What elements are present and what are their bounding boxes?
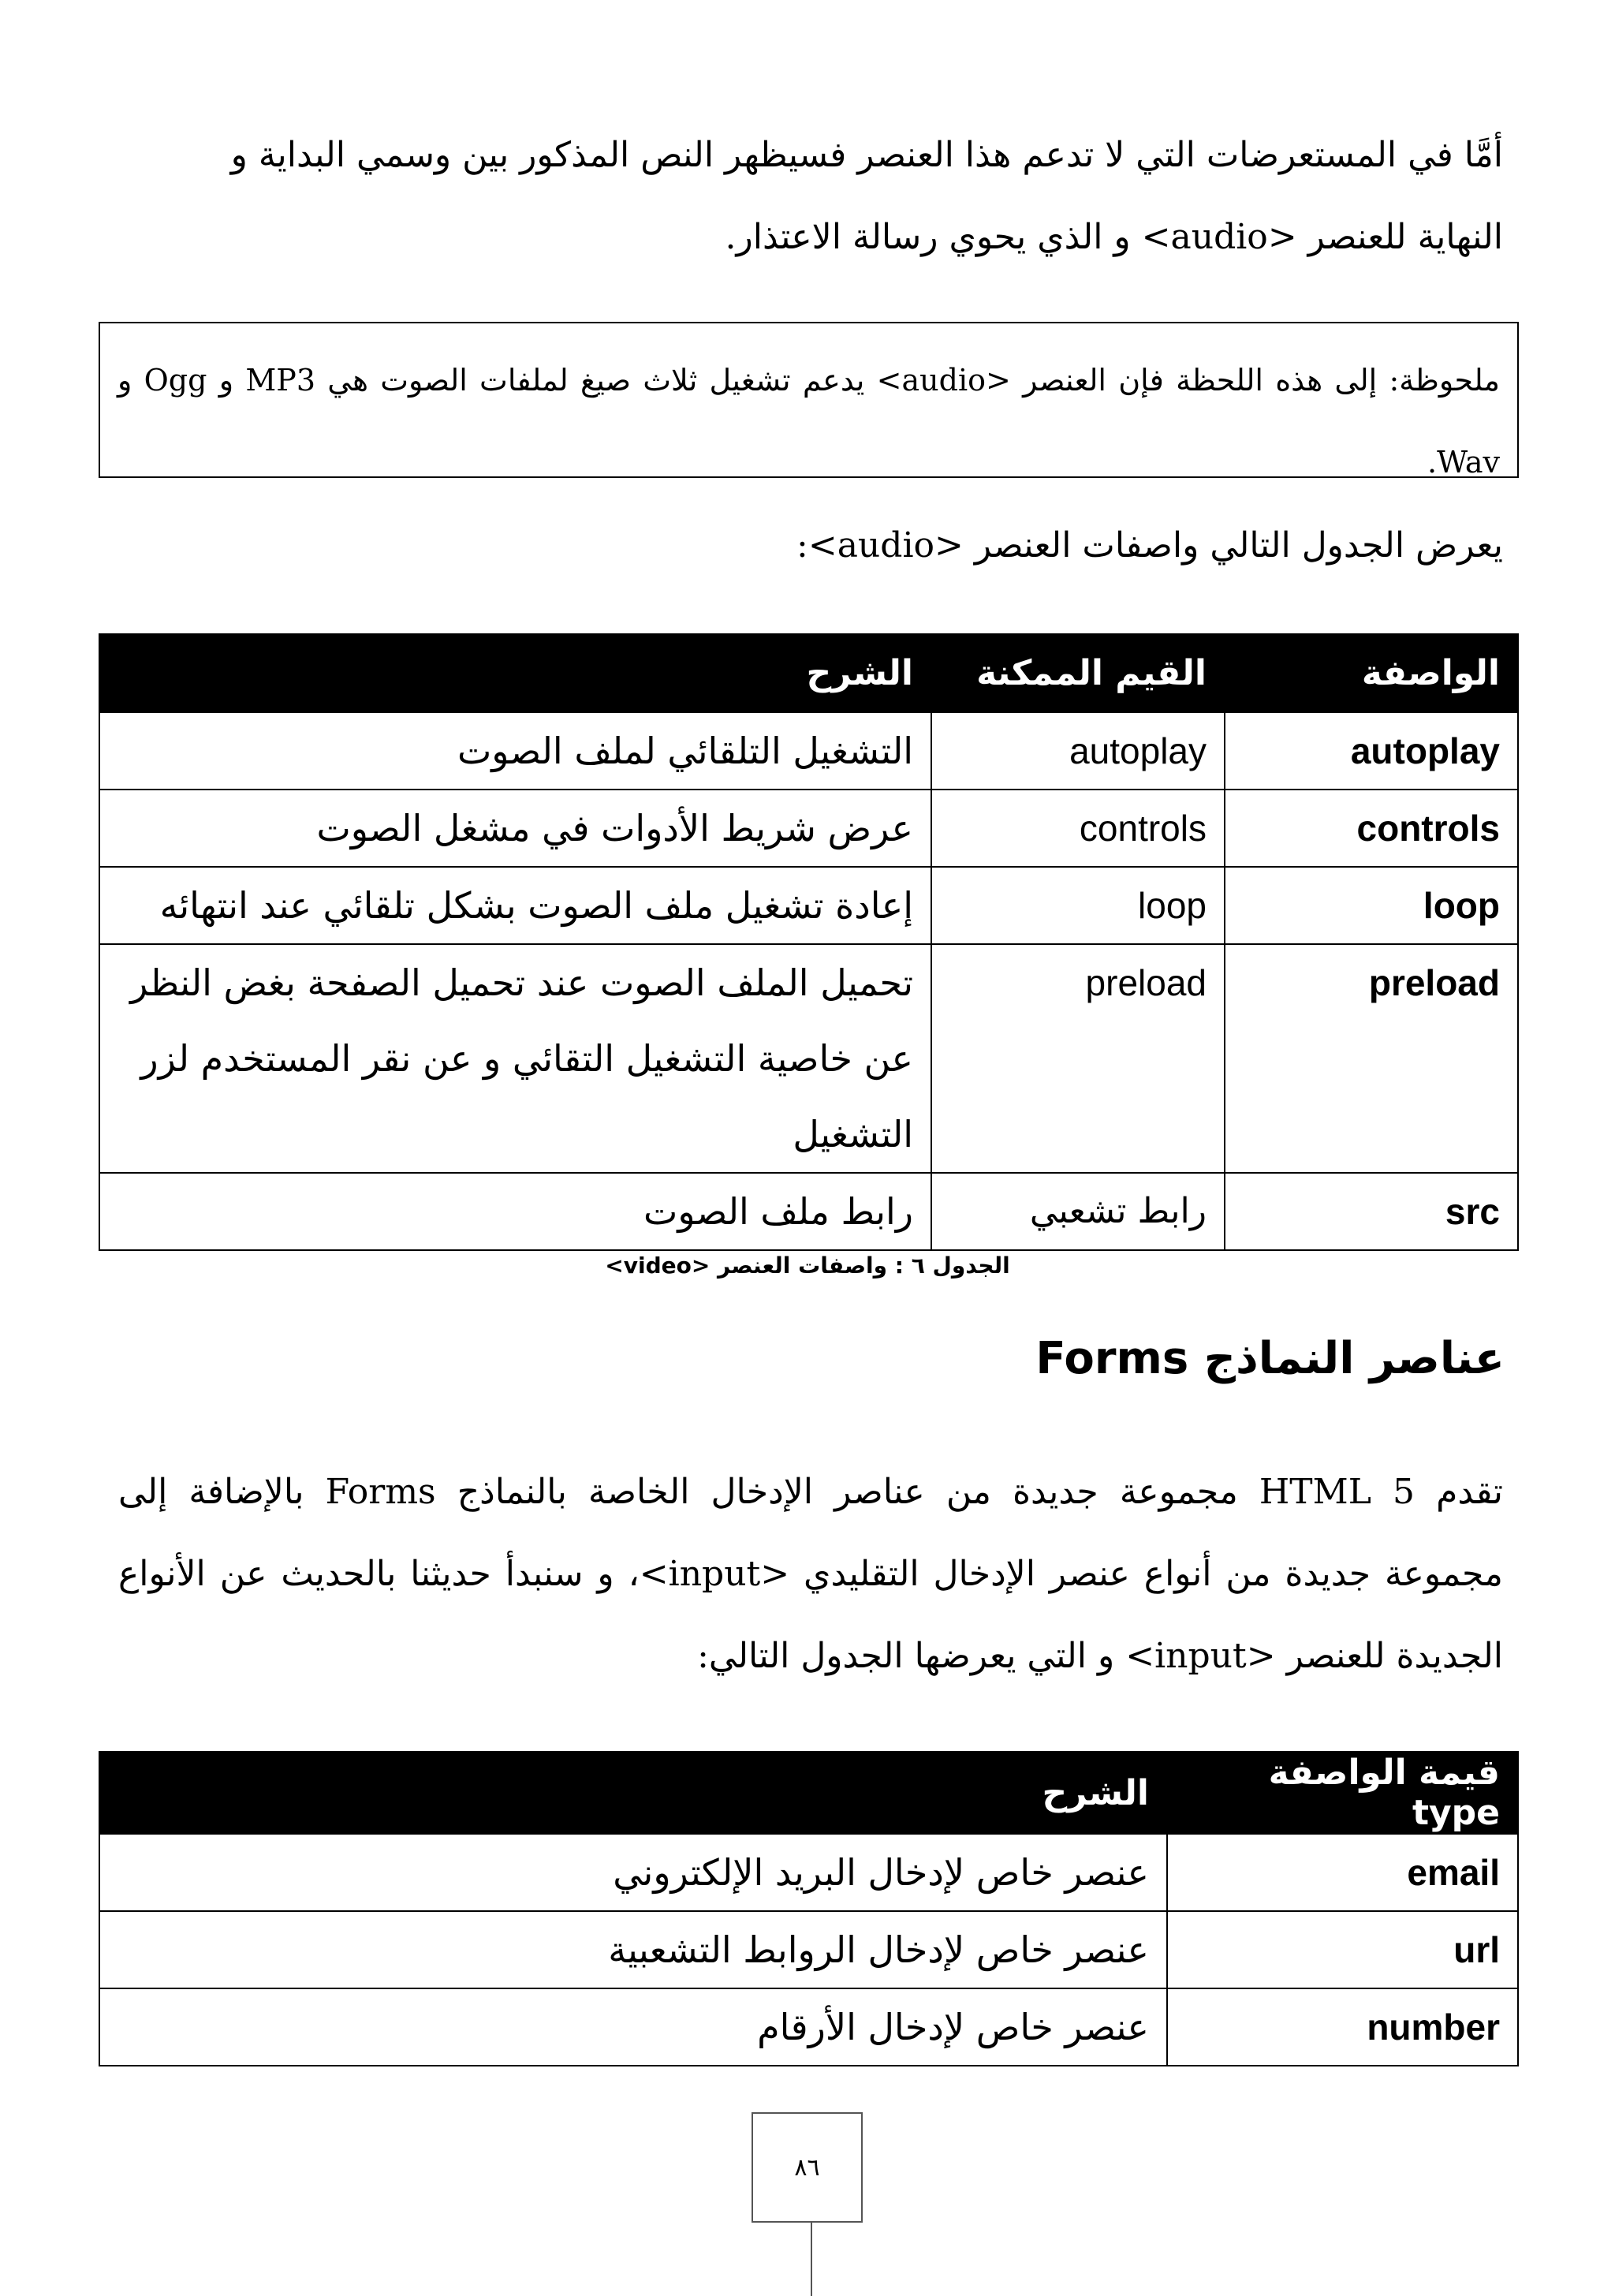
type-description: عنصر خاص لإدخال البريد الإلكتروني <box>99 1834 1167 1911</box>
attribute-description: عرض شريط الأدوات في مشغل الصوت <box>99 790 931 867</box>
type-name: email <box>1167 1834 1518 1911</box>
audio-attributes-table <box>99 633 1519 1251</box>
table-row <box>99 1834 1518 1911</box>
header-type-value: قيمة الواصفة type <box>1167 1752 1518 1834</box>
note-box: ملحوظة: إلى هذه اللحظة فإن العنصر <audio> يدعم تشغيل ثلاث صيغ لملفات الصوت هي MP3 و Ogg و Wav. <box>99 322 1519 478</box>
attribute-name: autoplay <box>1225 712 1518 790</box>
input-types-table <box>99 1751 1519 2066</box>
table-row <box>99 867 1518 944</box>
table-row <box>99 1988 1518 2066</box>
attribute-description: إعادة تشغيل ملف الصوت بشكل تلقائي عند انتهائه <box>99 867 931 944</box>
table-caption: الجدول ٦ : واصفات العنصر <video> <box>605 1253 1010 1279</box>
section-heading: عناصر النماذج Forms <box>1035 1333 1505 1384</box>
table-row <box>99 944 1518 1173</box>
attribute-name: src <box>1225 1173 1518 1250</box>
attribute-description: رابط ملف الصوت <box>99 1173 931 1250</box>
type-name: number <box>1167 1988 1518 2066</box>
table-row <box>99 1911 1518 1988</box>
attribute-name: controls <box>1225 790 1518 867</box>
table1-intro <box>118 505 1503 587</box>
header-description: الشرح <box>99 634 931 712</box>
attribute-description: تحميل الملف الصوت عند تحميل الصفحة بغض النظر عن خاصية التشغيل التقائي و عن نقر المستخدم لزر التشغيل <box>99 944 931 1173</box>
table-header-row <box>99 634 1518 712</box>
paragraph-audio-fallback <box>118 114 1503 278</box>
attribute-name: loop <box>1225 867 1518 944</box>
header-values: القيم الممكنة <box>931 634 1225 712</box>
table-row <box>99 1173 1518 1250</box>
type-description: عنصر خاص لإدخال الروابط التشعبية <box>99 1911 1167 1988</box>
attribute-description: التشغيل التلقائي لملف الصوت <box>99 712 931 790</box>
page-number-divider <box>811 2223 812 2296</box>
paragraph-text: تقدم HTML 5 مجموعة جديدة من عناصر الإدخال الخاصة بالنماذج Forms بالإضافة إلى مجموعة جديدة من أنواع عنصر الإدخال التقليدي <input>، و سنبدأ حديثنا بالحديث عن الأنواع الجديدة للعنصر <input> و التي يعرضها الجدول التالي: <box>118 1472 1503 1676</box>
type-name: url <box>1167 1911 1518 1988</box>
paragraph-forms-intro <box>118 1451 1503 1697</box>
type-description: عنصر خاص لإدخال الأرقام <box>99 1988 1167 2066</box>
header-description: الشرح <box>99 1752 1167 1834</box>
attribute-value: autoplay <box>931 712 1225 790</box>
page-number: ٨٦ <box>752 2112 863 2223</box>
attribute-value: loop <box>931 867 1225 944</box>
paragraph-line: النهاية للعنصر <audio> و الذي يحوي رسالة الاعتذار. <box>725 217 1503 257</box>
attribute-value: preload <box>931 944 1225 1173</box>
header-attribute: الواصفة <box>1225 634 1518 712</box>
attribute-value: رابط تشعبي <box>931 1173 1225 1250</box>
attribute-value: controls <box>931 790 1225 867</box>
paragraph-line: أمَّا في المستعرضات التي لا تدعم هذا العنصر فسيظهر النص المذكور بين وسمي البداية و <box>230 135 1503 175</box>
table-row <box>99 790 1518 867</box>
paragraph-line: يعرض الجدول التالي واصفات العنصر <audio>: <box>796 525 1503 566</box>
table-row <box>99 712 1518 790</box>
table-header-row <box>99 1752 1518 1834</box>
attribute-name: preload <box>1225 944 1518 1173</box>
